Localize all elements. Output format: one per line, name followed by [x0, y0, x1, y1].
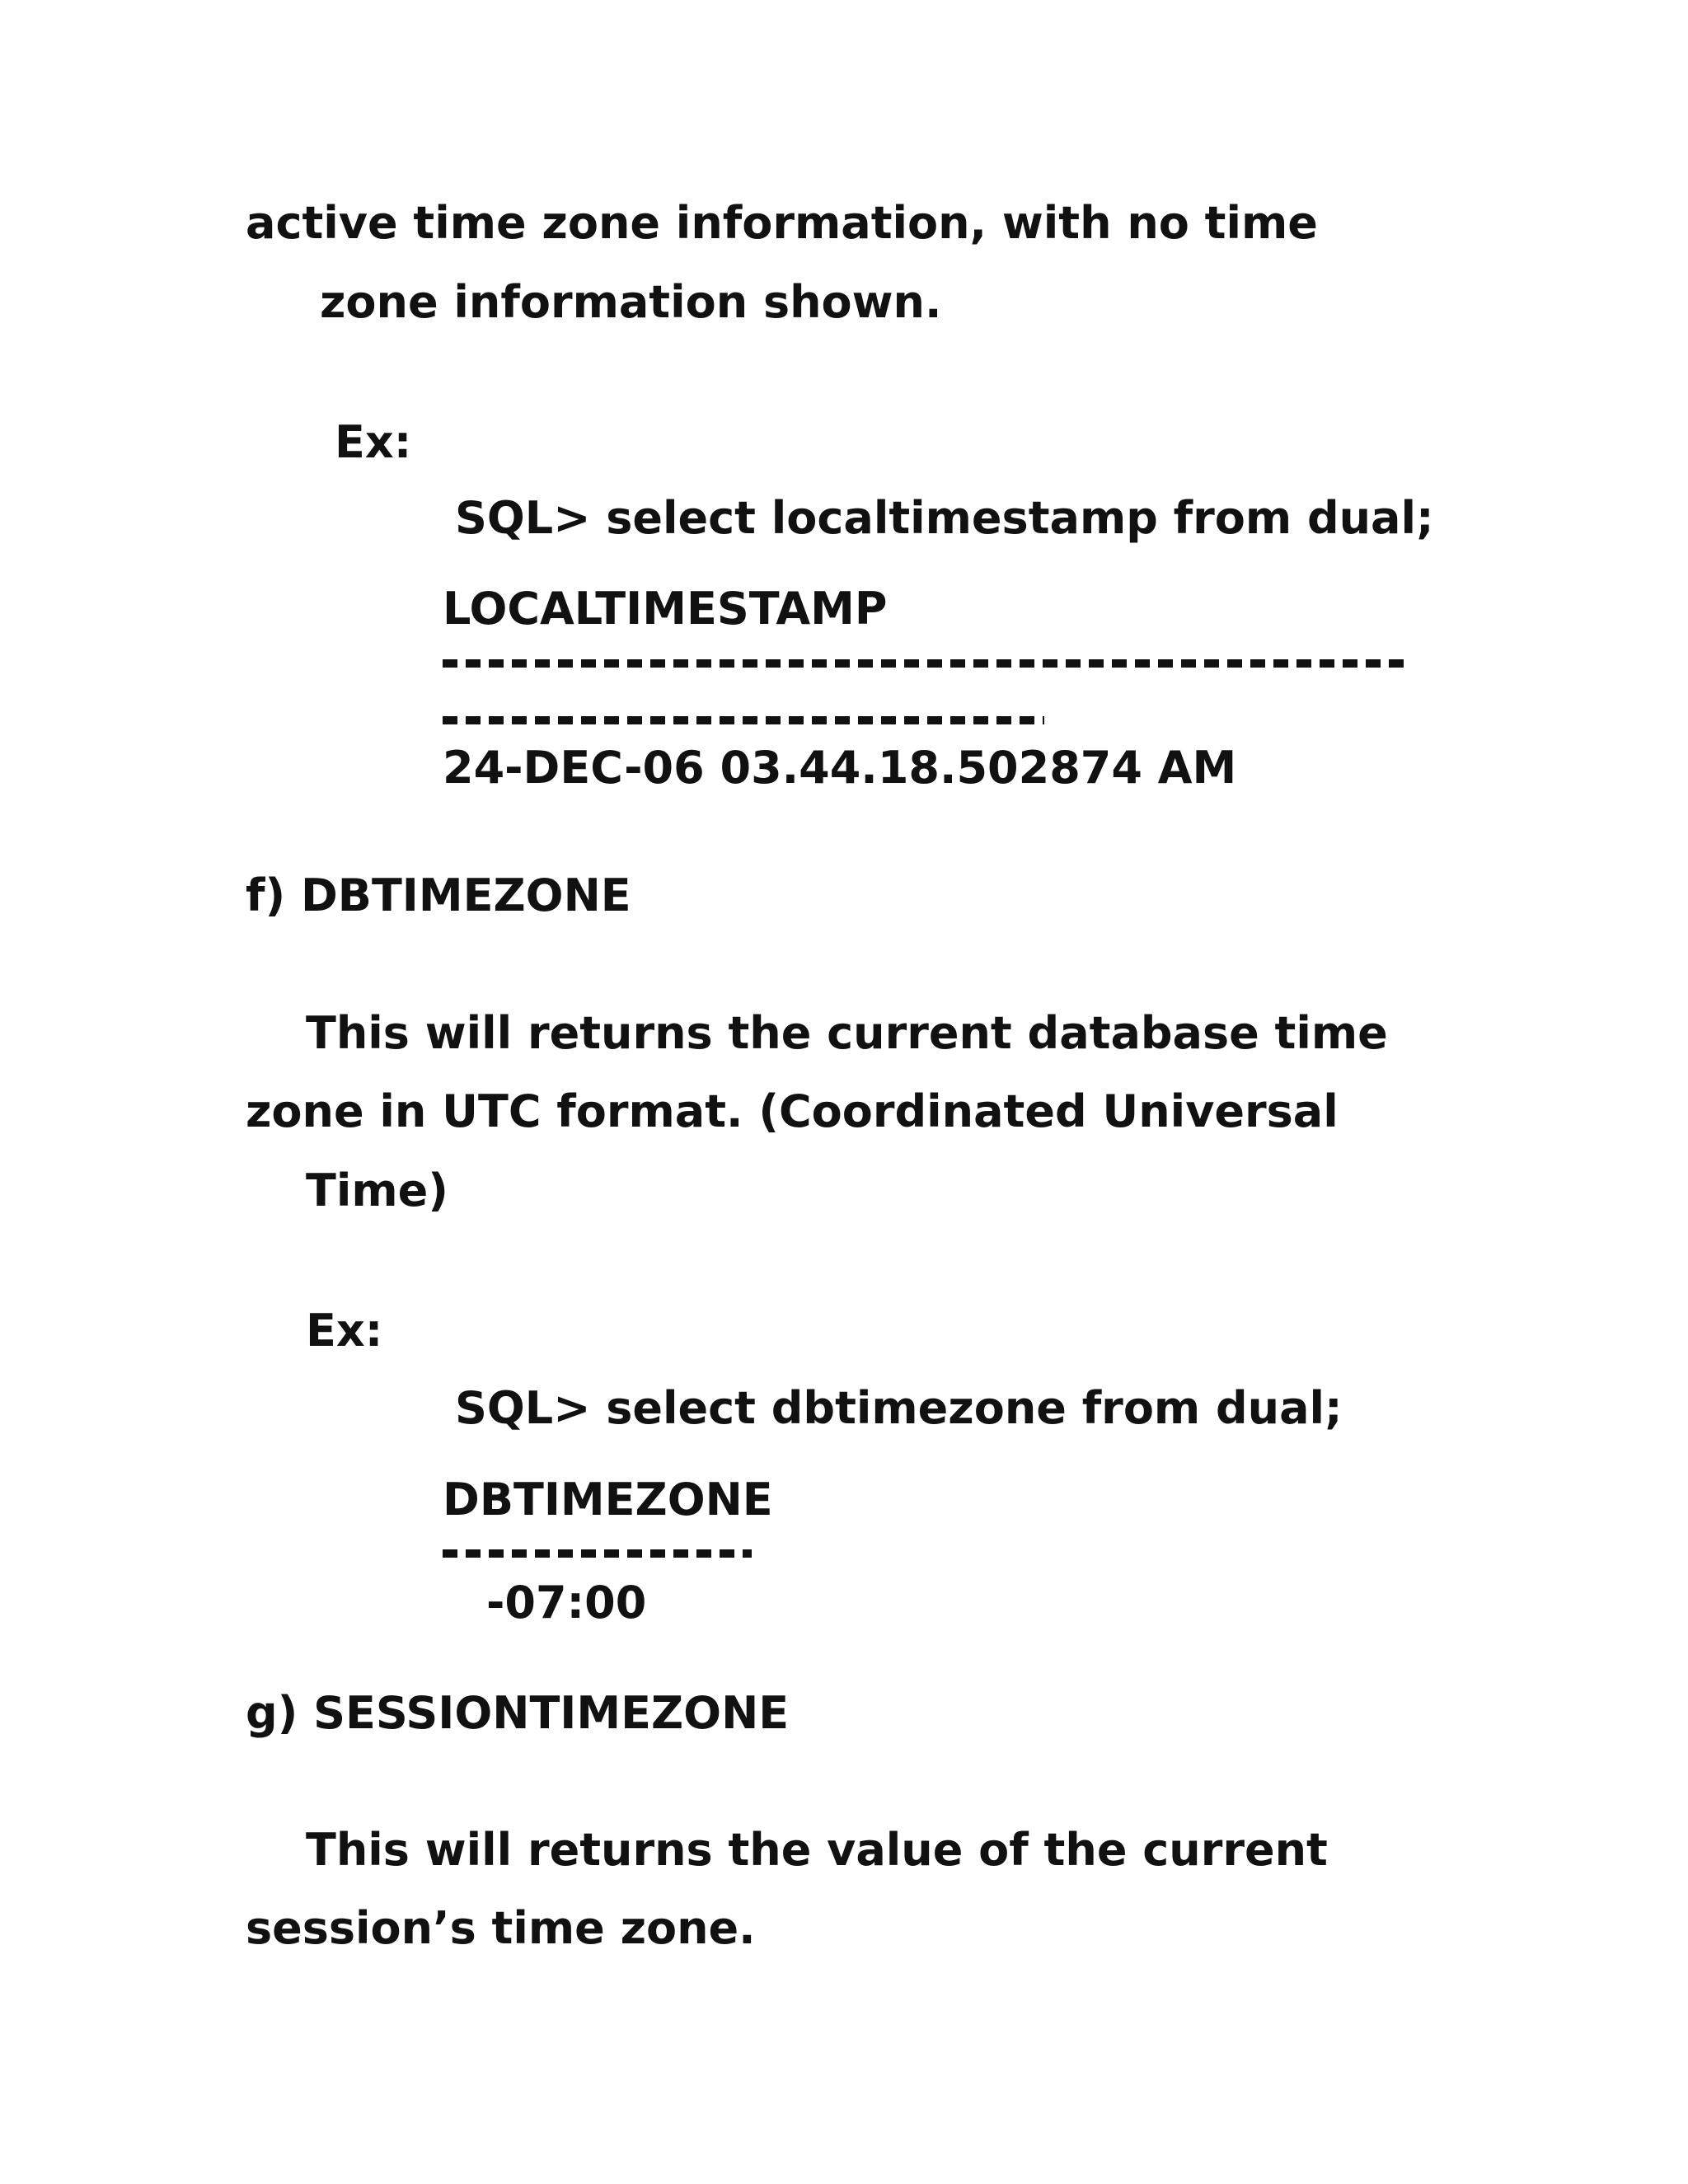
section-description-line: This will returns the value of the current — [306, 1824, 1328, 1876]
result-column-header: LOCALTIMESTAMP — [443, 583, 888, 635]
result-separator — [443, 1549, 752, 1558]
result-separator — [443, 659, 1405, 668]
section-description-line: This will returns the current database time — [306, 1007, 1388, 1059]
sql-command: SQL> select localtimestamp from dual; — [455, 492, 1434, 544]
result-value: -07:00 — [486, 1577, 647, 1629]
result-column-header: DBTIMEZONE — [443, 1474, 773, 1526]
section-description-line: session’s time zone. — [246, 1902, 756, 1954]
section-heading: f) DBTIMEZONE — [246, 869, 631, 921]
intro-line-1: active time zone information, with no time — [246, 197, 1318, 249]
sql-command: SQL> select dbtimezone from dual; — [455, 1382, 1343, 1434]
section-description-line: zone in UTC format. (Coordinated Universal — [246, 1085, 1339, 1137]
result-separator — [443, 716, 1044, 724]
section-heading: g) SESSIONTIMEZONE — [246, 1687, 790, 1739]
intro-line-2: zone information shown. — [320, 276, 942, 328]
example-label: Ex: — [335, 416, 412, 468]
section-description-line: Time) — [306, 1165, 448, 1216]
result-value: 24-DEC-06 03.44.18.502874 AM — [443, 742, 1237, 794]
example-label: Ex: — [306, 1305, 383, 1357]
